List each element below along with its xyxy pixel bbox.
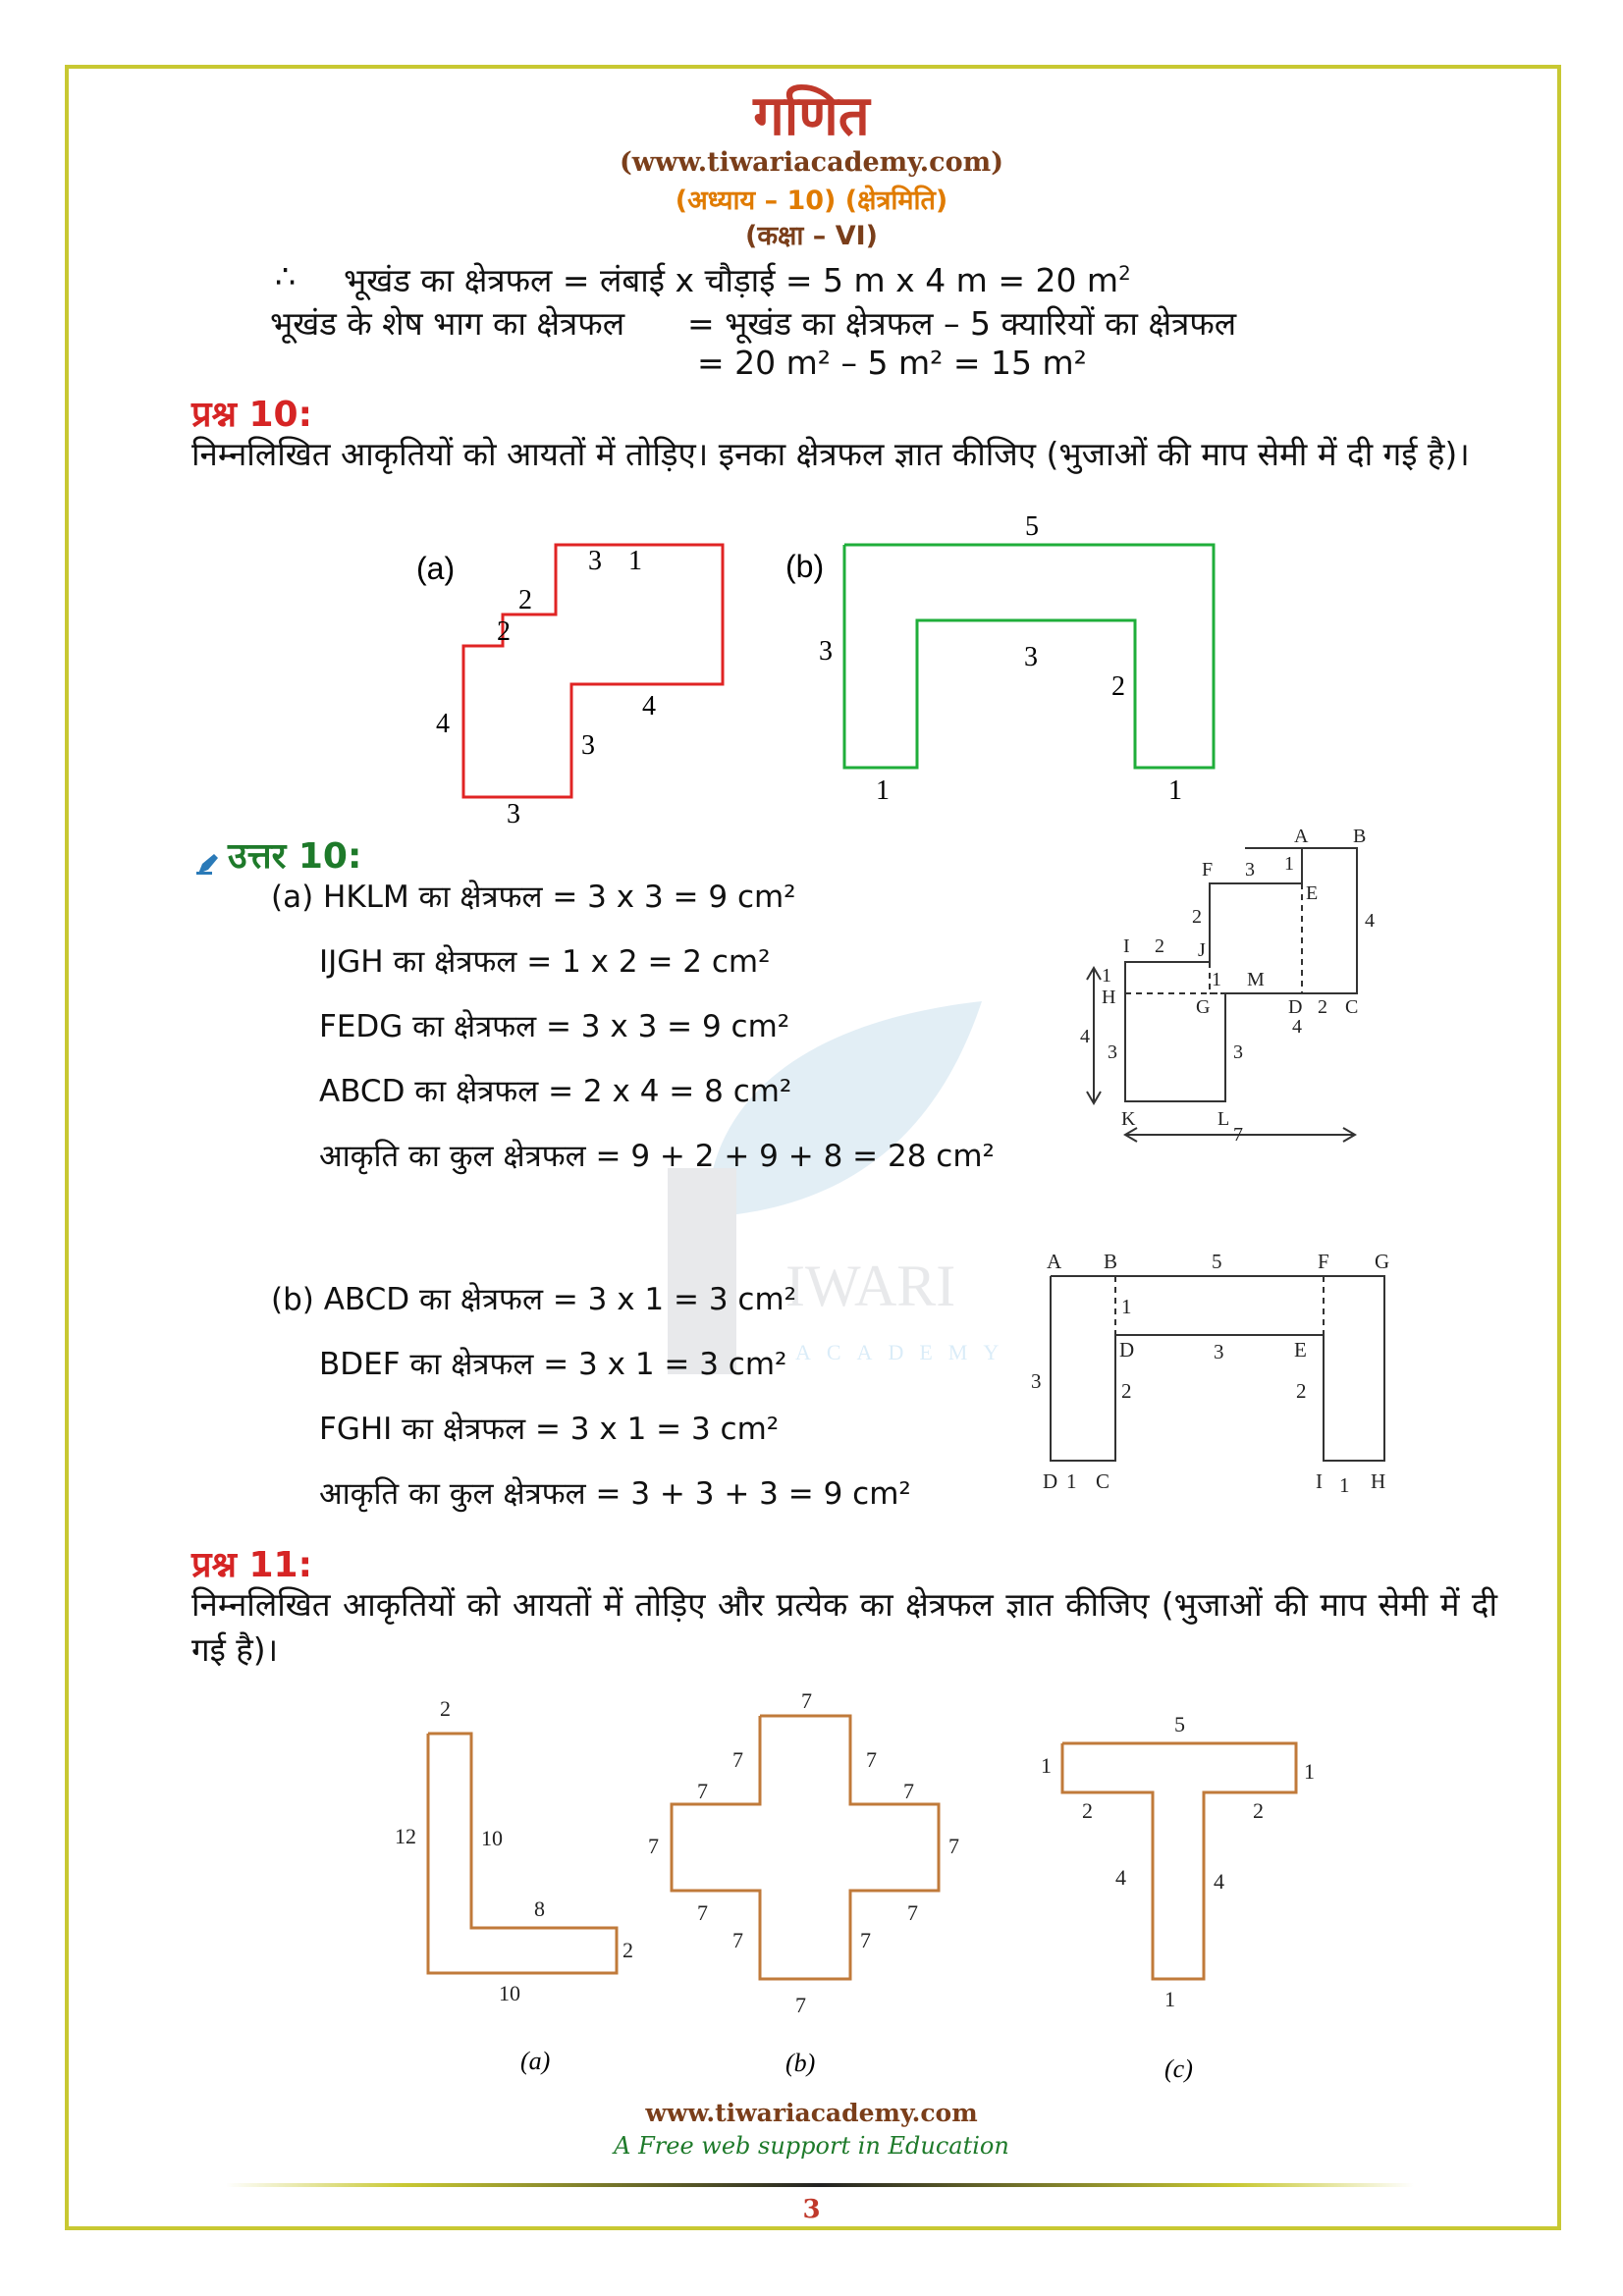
svg-text:5: 5 xyxy=(1212,1250,1222,1273)
svg-text:2: 2 xyxy=(1155,935,1164,957)
svg-text:1: 1 xyxy=(1164,1987,1175,2011)
page-title: गणित xyxy=(753,84,870,148)
q11-figure-c xyxy=(1021,1708,1335,2091)
svg-text:F: F xyxy=(1202,859,1214,881)
svg-text:2: 2 xyxy=(1111,671,1125,702)
class-label: (कक्षा – VI) xyxy=(744,221,878,251)
svg-text:1: 1 xyxy=(1168,775,1182,805)
svg-text:10: 10 xyxy=(481,1826,503,1850)
svg-text:7: 7 xyxy=(903,1779,914,1803)
svg-text:4: 4 xyxy=(1292,1016,1302,1038)
svg-text:2: 2 xyxy=(1318,996,1327,1018)
a10-part-a-line-2: IJGH का क्षेत्रफल = 1 x 2 = 2 cm² xyxy=(319,944,771,980)
svg-text:7: 7 xyxy=(697,1779,708,1803)
svg-text:D: D xyxy=(1043,1469,1058,1493)
svg-text:I: I xyxy=(1123,935,1130,957)
footer-divider xyxy=(226,2183,1414,2187)
svg-text:3: 3 xyxy=(1245,859,1255,881)
svg-text:J: J xyxy=(1198,939,1206,961)
question-11-text: निम्नलिखित आकृतियों को आयतों में तोड़िए और प्रत्येक का क्षेत्रफल ज्ञात कीजिए (भुजाओं की माप सेमी में दी गई है)। xyxy=(191,1585,1497,1669)
svg-text:3: 3 xyxy=(581,730,595,761)
svg-text:1: 1 xyxy=(1339,1473,1350,1497)
svg-text:3: 3 xyxy=(1108,1041,1117,1063)
svg-text:7: 7 xyxy=(948,1834,959,1858)
svg-text:C: C xyxy=(1345,996,1359,1018)
intro-line-3: = 20 m² – 5 m² = 15 m² xyxy=(697,344,1087,382)
question-10-label: प्रश्न 10: xyxy=(191,395,312,435)
svg-text:7: 7 xyxy=(697,1900,708,1925)
pen-icon xyxy=(196,852,220,876)
a10-part-b-total: आकृति का कुल क्षेत्रफल = 3 + 3 + 3 = 9 cm² xyxy=(319,1476,911,1512)
svg-text:1: 1 xyxy=(1121,1295,1132,1318)
a10-diagram-b xyxy=(1021,1247,1414,1502)
a10-part-b-line-3: FGHI का क्षेत्रफल = 3 x 1 = 3 cm² xyxy=(319,1412,780,1447)
svg-text:3: 3 xyxy=(1024,642,1038,672)
a10-part-a-line-4: ABCD का क्षेत्रफल = 2 x 4 = 8 cm² xyxy=(319,1074,792,1109)
svg-text:4: 4 xyxy=(642,691,656,721)
svg-text:1: 1 xyxy=(1102,965,1111,987)
svg-text:M: M xyxy=(1247,969,1265,990)
svg-text:7: 7 xyxy=(732,1747,743,1772)
svg-text:7: 7 xyxy=(1233,1124,1243,1146)
svg-text:7: 7 xyxy=(907,1900,918,1925)
svg-text:C: C xyxy=(1096,1469,1110,1493)
svg-text:1: 1 xyxy=(628,546,642,576)
svg-text:3: 3 xyxy=(819,636,833,667)
svg-text:F: F xyxy=(1318,1250,1329,1273)
watermark-text: IWARI xyxy=(785,1254,956,1318)
watermark-subtext: ACADEMY xyxy=(795,1340,1001,1364)
svg-text:G: G xyxy=(1375,1250,1390,1273)
answer-10-label: उत्तर 10: xyxy=(228,836,362,877)
svg-text:1: 1 xyxy=(1304,1759,1315,1784)
fig-a-caption: (a) xyxy=(520,2047,551,2075)
svg-text:G: G xyxy=(1196,996,1211,1018)
svg-text:2: 2 xyxy=(518,585,532,615)
svg-text:B: B xyxy=(1104,1250,1118,1273)
l-shape xyxy=(428,1734,617,1973)
a10-part-a-line-1: (a) HKLM का क्षेत्रफल = 3 x 3 = 9 cm² xyxy=(271,880,796,915)
a10-diagram-a xyxy=(1070,825,1404,1158)
page-number: 3 xyxy=(802,2195,821,2224)
svg-text:H: H xyxy=(1371,1469,1386,1493)
q11-figure-a xyxy=(373,1688,658,2081)
svg-text:3: 3 xyxy=(1233,1041,1243,1063)
svg-text:E: E xyxy=(1306,882,1319,904)
svg-text:4: 4 xyxy=(1115,1865,1126,1890)
svg-text:7: 7 xyxy=(866,1747,877,1772)
svg-text:2: 2 xyxy=(497,616,511,647)
question-11-label: प्रश्न 11: xyxy=(191,1545,312,1585)
svg-text:5: 5 xyxy=(1174,1712,1185,1736)
question-10-text: निम्नलिखित आकृतियों को आयतों में तोड़िए। इनका क्षेत्रफल ज्ञात कीजिए (भुजाओं की माप सेमी में दी गई है)। xyxy=(191,435,1470,473)
svg-text:3: 3 xyxy=(507,799,520,829)
svg-text:1: 1 xyxy=(1284,853,1294,875)
svg-text:2: 2 xyxy=(1082,1798,1093,1823)
svg-text:2: 2 xyxy=(1253,1798,1264,1823)
therefore-symbol: ∴ xyxy=(275,257,296,295)
svg-text:1: 1 xyxy=(1212,969,1221,990)
a10-part-a-line-3: FEDG का क्षेत्रफल = 3 x 3 = 9 cm² xyxy=(319,1009,790,1044)
q10-figure-a xyxy=(403,530,756,834)
answer-10-heading xyxy=(196,830,361,879)
svg-text:2: 2 xyxy=(1192,906,1202,928)
svg-text:D: D xyxy=(1119,1338,1135,1362)
fig-a-label: (a) xyxy=(416,551,456,586)
q10-figure-b xyxy=(776,510,1237,805)
a10-part-b-line-1: (b) ABCD का क्षेत्रफल = 3 x 1 = 3 cm² xyxy=(271,1282,797,1317)
svg-text:7: 7 xyxy=(860,1928,871,1952)
fig-c-caption: (c) xyxy=(1164,2055,1193,2083)
header-url: (www.tiwariacademy.com) xyxy=(620,147,1003,178)
svg-text:D: D xyxy=(1288,996,1303,1018)
svg-text:12: 12 xyxy=(395,1824,416,1848)
svg-text:10: 10 xyxy=(499,1981,520,2005)
fig-b-caption: (b) xyxy=(785,2049,816,2077)
svg-text:7: 7 xyxy=(648,1834,659,1858)
svg-text:4: 4 xyxy=(436,709,450,739)
svg-text:L: L xyxy=(1217,1108,1230,1130)
a10-part-b-line-2: BDEF का क्षेत्रफल = 3 x 1 = 3 cm² xyxy=(319,1347,787,1382)
svg-text:2: 2 xyxy=(622,1938,633,1962)
svg-text:4: 4 xyxy=(1080,1026,1090,1047)
svg-text:1: 1 xyxy=(1041,1753,1052,1778)
svg-text:2: 2 xyxy=(1296,1379,1307,1403)
svg-text:1: 1 xyxy=(876,775,890,805)
svg-text:3: 3 xyxy=(588,546,602,576)
q11-figure-b xyxy=(648,1688,1001,2081)
svg-text:8: 8 xyxy=(534,1896,545,1921)
svg-text:3: 3 xyxy=(1031,1369,1042,1393)
a10-part-a-total: आकृति का कुल क्षेत्रफल = 9 + 2 + 9 + 8 = 28 cm² xyxy=(319,1139,995,1174)
t-shape xyxy=(1062,1743,1296,1979)
svg-text:3: 3 xyxy=(1214,1340,1224,1363)
svg-text:7: 7 xyxy=(795,1993,806,2017)
footer-tagline: A Free web support in Education xyxy=(614,2132,1009,2160)
chapter-label: (अध्याय – 10) (क्षेत्रमिति) xyxy=(675,186,948,216)
fig-b-label: (b) xyxy=(785,549,825,584)
svg-text:E: E xyxy=(1294,1338,1307,1362)
svg-text:7: 7 xyxy=(801,1688,812,1713)
plus-shape xyxy=(672,1716,939,1979)
svg-text:1: 1 xyxy=(1066,1469,1077,1493)
svg-text:B: B xyxy=(1353,826,1367,847)
svg-text:7: 7 xyxy=(732,1928,743,1952)
footer-url[interactable]: www.tiwariacademy.com xyxy=(645,2099,978,2127)
svg-text:5: 5 xyxy=(1025,511,1039,542)
svg-text:2: 2 xyxy=(1121,1379,1132,1403)
intro-line-2-right: = भूखंड का क्षेत्रफल – 5 क्यारियों का क्षेत्रफल xyxy=(687,304,1237,343)
svg-text:K: K xyxy=(1121,1108,1136,1130)
svg-text:H: H xyxy=(1102,987,1116,1008)
svg-text:4: 4 xyxy=(1214,1869,1224,1894)
svg-text:A: A xyxy=(1047,1250,1062,1273)
svg-text:2: 2 xyxy=(440,1696,451,1721)
intro-line-2-left: भूखंड के शेष भाग का क्षेत्रफल xyxy=(270,304,625,343)
svg-text:4: 4 xyxy=(1365,910,1375,932)
svg-text:A: A xyxy=(1294,826,1309,847)
svg-text:I: I xyxy=(1316,1469,1323,1493)
intro-line-1: भूखंड का क्षेत्रफल = लंबाई x चौड़ाई = 5 m x 4 m = 20 $m^2$ xyxy=(344,261,1131,299)
